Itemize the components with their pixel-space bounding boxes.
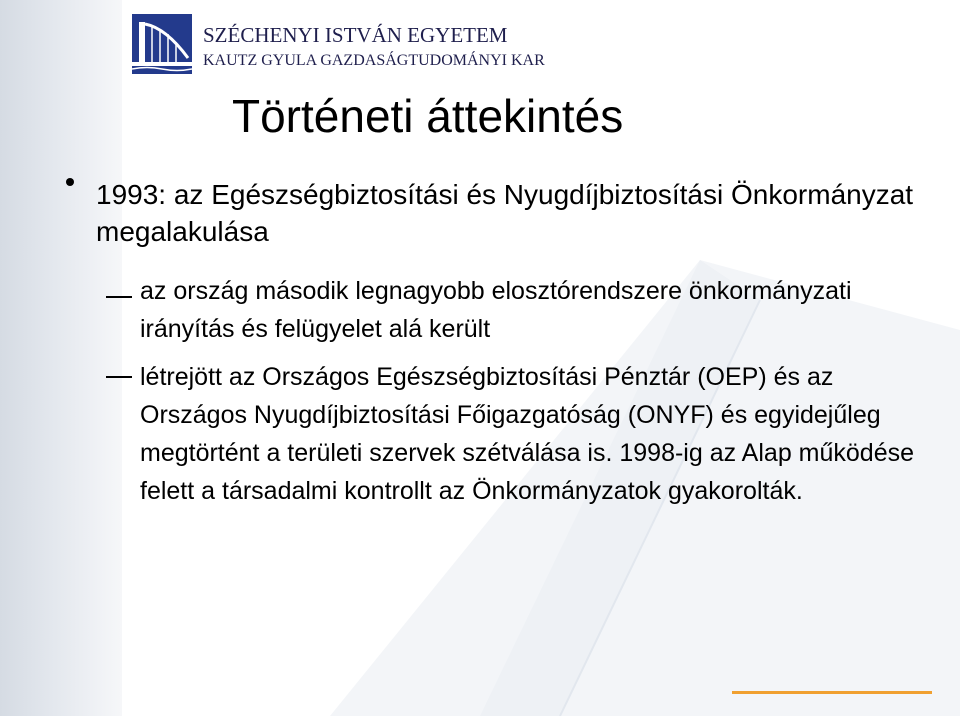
bridge-logo-icon	[132, 14, 192, 74]
bottom-accent-line	[732, 691, 932, 694]
faculty-name: KAUTZ GYULA GAZDASÁGTUDOMÁNYI KAR	[203, 52, 545, 69]
sub-bullet-text-2: létrejött az Országos Egészségbiztosítási Pénztár (OEP) és az Országos Nyugdíjbiztosítási Főigazgatóság (ONYF) és egyidejűleg megtörtént a területi szervek szétválása is. 1998-ig az Alap működése felett a társadalmi kontrollt az Önkormányzatok gyakorolták.	[140, 363, 915, 505]
university-name: SZÉCHENYI ISTVÁN EGYETEM	[203, 23, 508, 47]
sub-bullet-text-1: az ország második legnagyobb elosztórendszere önkormányzati irányítás és felügyelet alá került	[140, 277, 852, 343]
bullet-text-1: 1993: az Egészségbiztosítási és Nyugdíjbiztosítási Önkormányzat megalakulása	[96, 179, 914, 247]
bullet-dot-icon	[66, 178, 74, 186]
sub-bullet-dash-icon	[106, 376, 132, 378]
slide-title: Történeti áttekintés	[232, 90, 624, 142]
sub-bullet-dash-icon	[106, 296, 132, 298]
